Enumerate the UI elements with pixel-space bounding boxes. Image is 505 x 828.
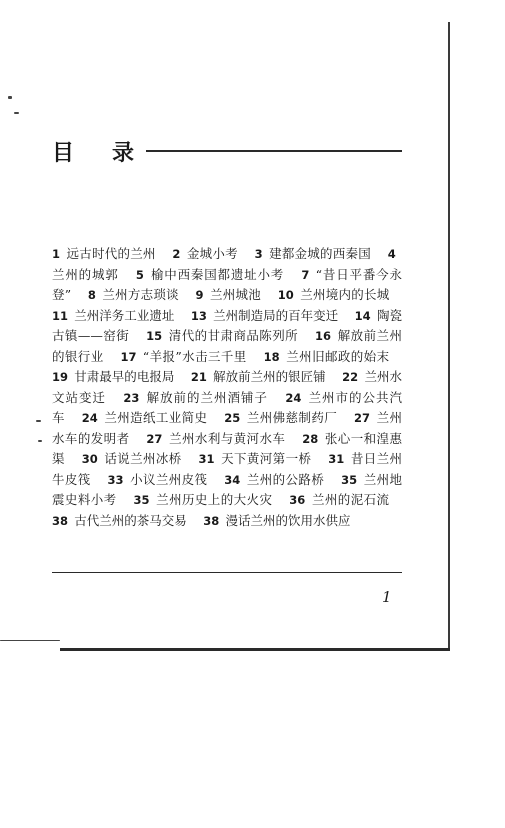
- toc-title: 兰州城池: [209, 287, 262, 302]
- toc-title: 天下黄河第一桥: [220, 451, 312, 466]
- toc-title: 兰州的泥石流: [311, 492, 390, 507]
- toc-title: 解放前的兰州酒铺子: [145, 389, 268, 405]
- toc-page-number: 14: [354, 308, 371, 323]
- toc-title: “昔日平番今永登”: [52, 266, 402, 302]
- toc-page-number: 38: [203, 513, 220, 528]
- toc-title: 兰州方志琐谈: [102, 287, 179, 302]
- toc-title: 小议兰州皮筏: [129, 471, 208, 487]
- toc-entry: [199, 451, 312, 466]
- toc-page-number: 23: [123, 390, 140, 405]
- toc-entry: [196, 287, 261, 302]
- toc-page-number: 10: [277, 288, 294, 302]
- toc-entry: [278, 287, 390, 302]
- contents-heading: [52, 136, 402, 166]
- toc-title: 漫话兰州的饮用水供应: [225, 512, 351, 528]
- toc-entry: [82, 451, 182, 466]
- toc-page-number: 5: [135, 267, 144, 282]
- toc-entry: [191, 308, 338, 323]
- toc-title: 兰州佛慈制药厂: [246, 410, 338, 425]
- scan-mark: [14, 112, 19, 114]
- toc-page-number: 24: [81, 411, 98, 425]
- heading-rule: [146, 150, 402, 152]
- toc-page-number: 21: [190, 370, 207, 384]
- toc-entry: [52, 513, 187, 528]
- toc-title: 兰州洋务工业遗址: [74, 307, 175, 323]
- toc-entry: [146, 328, 298, 343]
- toc-title: 兰州水利与黄河水车: [168, 430, 286, 446]
- toc-page-number: 31: [198, 452, 215, 466]
- toc-entry: [224, 472, 324, 487]
- toc-page-number: 22: [342, 370, 359, 384]
- toc-page-number: 7: [301, 267, 310, 282]
- toc-page-number: 3: [254, 247, 263, 261]
- toc-entry: [191, 369, 326, 384]
- toc-page-number: 35: [341, 472, 358, 487]
- toc-entry: [289, 492, 389, 507]
- toc-title: 兰州市的公共汽车: [52, 389, 402, 425]
- toc-page-number: 33: [107, 472, 124, 487]
- scan-mark: [38, 440, 42, 442]
- scan-mark: [36, 420, 41, 422]
- toc-title: 清代的甘肃商品陈列所: [168, 328, 299, 343]
- toc-entry: [52, 308, 174, 323]
- toc-page-number: 27: [353, 411, 370, 425]
- heading-char-1: 目: [52, 140, 75, 166]
- toc-title: 榆中西秦国都遗址小考: [150, 266, 285, 282]
- page-edge-right: [448, 22, 450, 650]
- toc-page-number: 35: [133, 493, 150, 507]
- toc-entry: [52, 246, 156, 261]
- toc-entry: [203, 513, 350, 528]
- scan-mark: [8, 96, 12, 99]
- toc-page-number: 34: [224, 472, 241, 487]
- toc-entry: [224, 410, 337, 425]
- heading-char-2: 录: [112, 140, 135, 166]
- toc-page-number: 27: [146, 431, 163, 446]
- toc-page-number: 36: [289, 493, 306, 507]
- toc-page-number: 17: [120, 349, 137, 364]
- toc-title: 陶瓷古镇——窑街: [52, 307, 402, 343]
- toc-entry: [88, 287, 179, 302]
- page-number: 1: [382, 588, 392, 606]
- table-of-contents: [52, 244, 402, 531]
- toc-entry: [82, 410, 208, 425]
- toc-title: 兰州水文站变迁: [52, 369, 402, 405]
- toc-entry: [136, 267, 284, 282]
- toc-title: 兰州的公路桥: [246, 471, 325, 487]
- toc-title: 兰州旧邮政的始末: [285, 348, 390, 364]
- toc-title: 兰州水车的发明者: [52, 410, 402, 446]
- toc-entry: [146, 431, 285, 446]
- toc-page-number: 2: [172, 247, 181, 261]
- toc-title: 兰州造纸工业简史: [104, 410, 208, 425]
- toc-title: 昔日兰州牛皮筏: [52, 451, 402, 487]
- toc-title: 话说兰州冰桥: [104, 451, 182, 466]
- toc-entry: [121, 349, 247, 364]
- toc-entry: [52, 369, 174, 384]
- toc-entry: [123, 390, 268, 405]
- toc-title: 金城小考: [186, 246, 238, 261]
- toc-title: 古代兰州的茶马交易: [74, 512, 187, 528]
- toc-title: 兰州的城郭: [52, 266, 119, 282]
- toc-page-number: 11: [52, 308, 69, 323]
- toc-entry: [108, 472, 208, 487]
- toc-title: 兰州制造局的百年变迁: [213, 307, 339, 323]
- toc-page-number: 13: [190, 308, 207, 323]
- toc-page-number: 19: [52, 370, 69, 384]
- toc-title: 兰州地震史料小考: [52, 471, 402, 507]
- toc-title: 解放前兰州的银匠铺: [213, 369, 326, 384]
- toc-page-number: 18: [263, 349, 280, 364]
- toc-entry: [172, 246, 237, 261]
- toc-title: 远古时代的兰州: [66, 246, 156, 261]
- toc-page-number: 24: [285, 390, 302, 405]
- toc-title: 解放前兰州的银行业: [52, 328, 402, 364]
- toc-title: 兰州历史上的大火灾: [155, 492, 273, 507]
- toc-title: 兰州境内的长城: [300, 287, 390, 302]
- toc-page-number: 30: [81, 452, 98, 466]
- toc-title: 建都金城的西秦国: [268, 246, 371, 261]
- toc-title: 甘肃最早的电报局: [74, 369, 175, 384]
- toc-entry: [133, 492, 272, 507]
- toc-entry: [255, 246, 371, 261]
- toc-page-number: 8: [87, 288, 96, 302]
- toc-page-number: 15: [146, 329, 163, 343]
- toc-page-number: 25: [224, 411, 241, 425]
- toc-page-number: 38: [52, 513, 69, 528]
- toc-page-number: 16: [315, 329, 332, 343]
- toc-page-number: 31: [328, 452, 345, 466]
- page-edge-bottom: [60, 648, 450, 651]
- toc-page-number: 4: [387, 247, 396, 261]
- toc-entry: [264, 349, 390, 364]
- bottom-rule: [52, 572, 402, 573]
- toc-page-number: 9: [195, 288, 204, 302]
- toc-title: 张心一和湟惠渠: [52, 430, 402, 466]
- toc-page-number: 1: [52, 247, 61, 261]
- toc-title: “羊报”水击三千里: [142, 348, 247, 364]
- scan-mark: [0, 640, 60, 641]
- toc-page-number: 28: [302, 431, 319, 446]
